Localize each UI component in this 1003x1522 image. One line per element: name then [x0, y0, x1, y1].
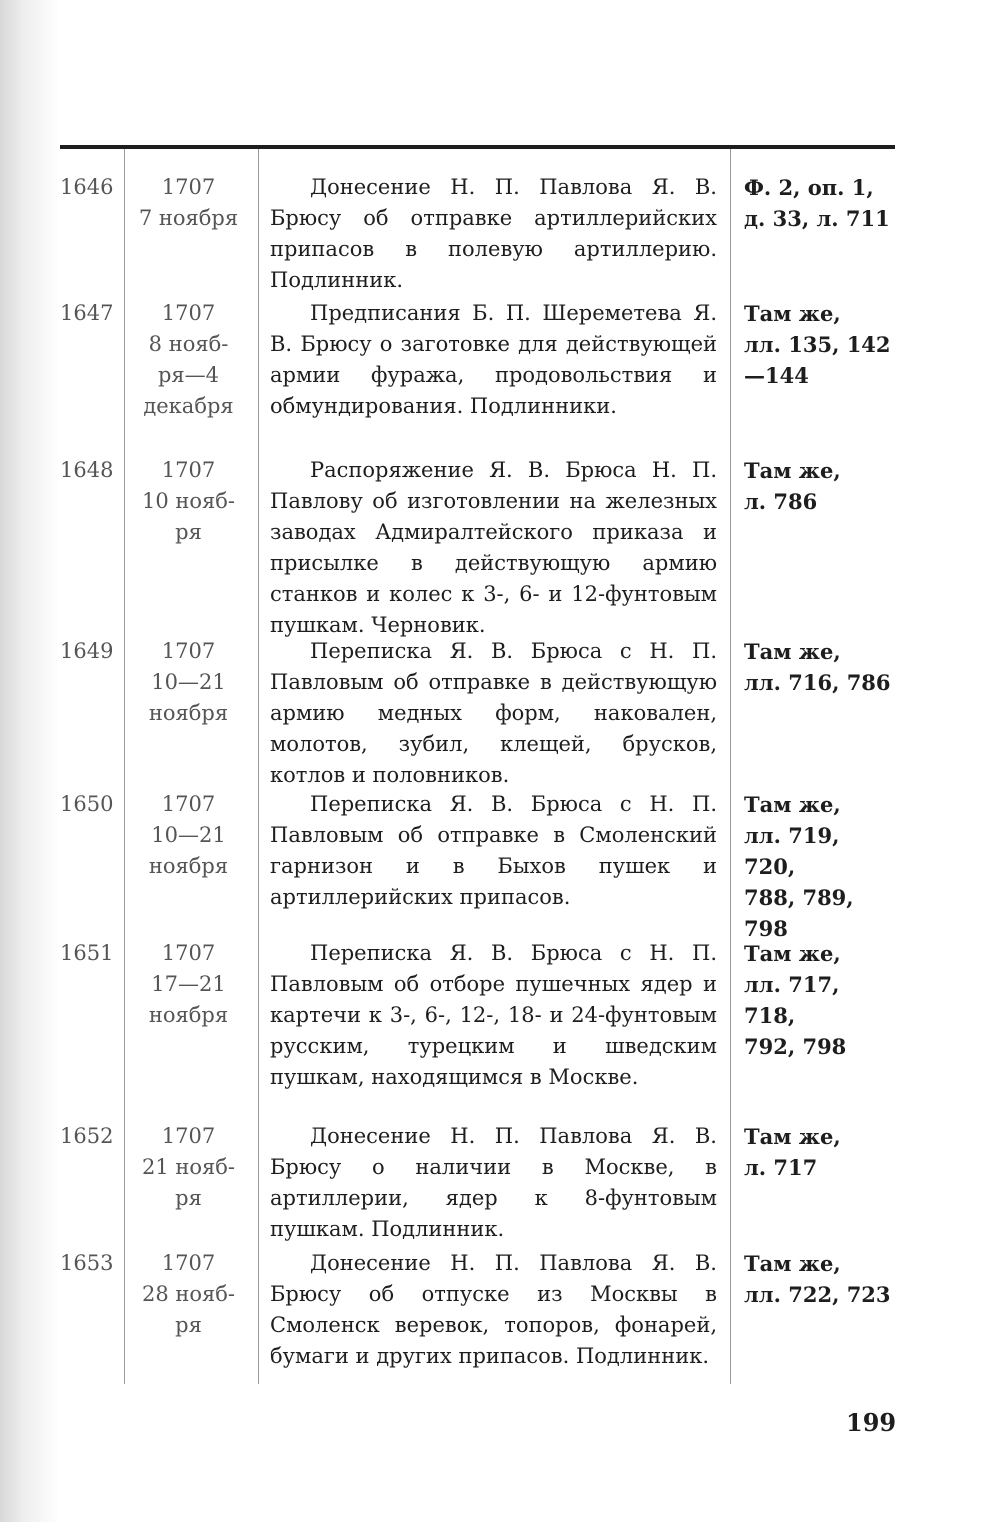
row-reference: Там же, л. 717: [744, 1124, 841, 1180]
column-divider: [730, 149, 731, 1384]
row-number: 1651: [60, 941, 114, 965]
row-description: Переписка Я. В. Брюса с Н. П. Павловым об отборе пушечных ядер и картечи к 3-, 6-, 12-, 18- и 24-фунтовым русским, турецким и шведским пушкам, находящимся в Москве.: [270, 941, 717, 1089]
row-number: 1647: [60, 301, 114, 325]
row-number: 1649: [60, 639, 114, 663]
row-reference: Там же, лл. 135, 142 —144: [744, 301, 891, 388]
row-number: 1646: [60, 175, 114, 199]
page-edge-shadow: [0, 0, 60, 1522]
row-date: 1707 21 нояб- ря: [141, 1124, 236, 1210]
row-description: Переписка Я. В. Брюса с Н. П. Павловым об отправке в действующую армию медных форм, наковален, молотов, зубил, клещей, брусков, котлов и половников.: [270, 639, 717, 787]
column-divider: [258, 149, 259, 1384]
row-date: 1707 17—21 ноября: [148, 941, 229, 1027]
row-description: Переписка Я. В. Брюса с Н. П. Павловым об отправке в Смоленский гарнизон и в Быхов пушек и артиллерийских припасов.: [270, 792, 717, 909]
row-reference: Там же, л. 786: [744, 458, 841, 514]
row-number: 1650: [60, 792, 114, 816]
row-date: 1707 7 ноября: [138, 175, 239, 230]
row-reference: Там же, лл. 717, 718, 792, 798: [744, 941, 847, 1059]
row-description: Донесение Н. П. Павлова Я. В. Брюсу об отпуске из Москвы в Смоленск веревок, топоров, фонарей, бумаги и других припасов. Подлинник.: [270, 1251, 717, 1368]
row-date: 1707 10 нояб- ря: [141, 458, 236, 544]
row-number: 1653: [60, 1251, 114, 1275]
row-description: Распоряжение Я. В. Брюса Н. П. Павлову об изготовлении на железных заводах Адмиралтейского приказа и присылке в действующую армию станков и колес к 3-, 6- и 12-фунтовым пушкам. Черновик.: [270, 458, 717, 637]
row-description: Донесение Н. П. Павлова Я. В. Брюсу об отправке артиллерийских припасов в полевую артиллерию. Подлинник.: [270, 175, 717, 292]
table-top-rule: [60, 145, 895, 149]
row-description: Предписания Б. П. Шереметева Я. В. Брюсу о заготовке для действующей армии фуража, продовольствия и обмундирования. Подлинники.: [270, 301, 717, 418]
page-number: 199: [846, 1408, 897, 1437]
row-number: 1652: [60, 1124, 114, 1148]
row-reference: Ф. 2, оп. 1, д. 33, л. 711: [744, 175, 890, 231]
column-divider: [124, 149, 125, 1384]
row-date: 1707 28 нояб- ря: [141, 1251, 236, 1337]
row-date: 1707 10—21 ноября: [148, 639, 229, 725]
row-reference: Там же, лл. 719, 720, 788, 789, 798: [744, 792, 854, 941]
row-number: 1648: [60, 458, 114, 482]
row-description: Донесение Н. П. Павлова Я. В. Брюсу о наличии в Москве, в артиллерии, ядер к 8-фунтовым пушкам. Подлинник.: [270, 1124, 717, 1241]
row-reference: Там же, лл. 722, 723: [744, 1251, 891, 1307]
row-date: 1707 8 нояб- ря—4 декабря: [143, 301, 234, 418]
row-date: 1707 10—21 ноября: [148, 792, 229, 878]
row-reference: Там же, лл. 716, 786: [744, 639, 891, 695]
